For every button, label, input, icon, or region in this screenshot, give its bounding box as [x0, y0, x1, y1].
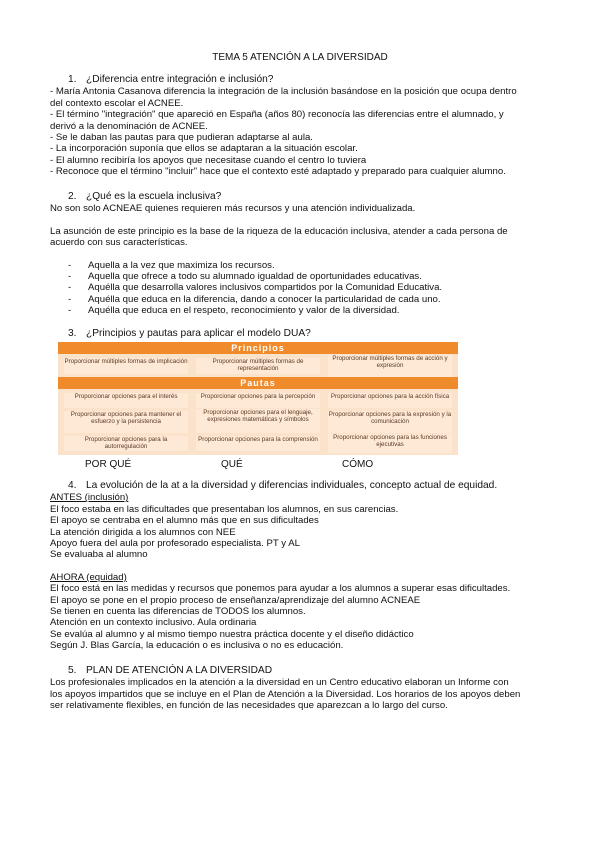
dua-table-image [58, 342, 458, 455]
paragraph-line: del contexto escolar el ACNEE. [50, 97, 184, 109]
list-item: - Aquella a la vez que maximiza los recursos. [68, 259, 275, 271]
paragraph-line: Apoyo fuera del aula por profesorado especialista. PT y AL [50, 538, 300, 550]
pauta-cell: Proporcionar opciones para la comprensión [196, 436, 320, 451]
paragraph-line: Se evaluaba al alumno [50, 549, 148, 561]
paragraph-line: - El alumno recibiría los apoyos que necesitase cuando el centro lo tuviera [50, 154, 367, 166]
section-title: ¿Diferencia entre integración e inclusión? [86, 74, 274, 85]
paragraph-line: ser relativamente flexibles, en función de las necesidades que aparezcan a lo largo del curso. [50, 700, 448, 712]
principle-cell: Proporcionar múltiples formas de acción y expresión [328, 355, 452, 377]
pauta-cell: Proporcionar opciones para el lenguaje, expresiones matemáticas y símbolos [196, 409, 320, 433]
pauta-cell: Proporcionar opciones para la autorregulación [64, 436, 188, 451]
paragraph-line: Se tienen en cuenta las diferencias de TODOS los alumnos. [50, 606, 306, 618]
paragraph-line: La asunción de este principio es la base de la riqueza de la educación inclusiva, atender a cada persona de [50, 225, 508, 237]
section-title: ¿Qué es la escuela inclusiva? [86, 191, 222, 202]
paragraph-line: El apoyo se centraba en el alumno más que en sus dificultades [50, 515, 319, 527]
label-why: POR QUÉ [85, 459, 132, 470]
paragraph-line: - El término "integración" que apareció en España (años 80) reconocía las diferencias entre el alumnado, y [50, 109, 504, 121]
section-5 [50, 665, 550, 712]
document-title: TEMA 5 ATENCIÓN A LA DIVERSIDAD [212, 52, 388, 63]
paragraph-line: - La incorporación suponía que ellos se adaptaran a la situación escolar. [50, 143, 358, 155]
section-number: 4. [68, 480, 77, 491]
section-title: ¿Principios y pautas para aplicar el modelo DUA? [86, 328, 311, 339]
list-item: - Aquélla que educa en la diferencia, dando a conocer la particularidad de cada uno. [68, 293, 441, 305]
section-number: 3. [68, 328, 77, 339]
section-number: 5. [68, 665, 77, 676]
pauta-cell: Proporcionar opciones para la acción física [328, 393, 452, 408]
section-2 [50, 191, 550, 317]
paragraph-line: Según J. Blas García, la educación o es inclusiva o no es educación. [50, 640, 344, 652]
section-5-heading [68, 665, 550, 676]
paragraph-line: derivó a la denominación de ACNEE. [50, 120, 208, 132]
section-3-heading [68, 328, 550, 339]
now-subheading: AHORA (equidad) [50, 571, 127, 583]
pauta-cell: Proporcionar opciones para mantener el esfuerzo y la persistencia [64, 411, 188, 433]
paragraph-line: Los profesionales implicados en la atención a la diversidad en un Centro educativo elaboran un Informe con [50, 677, 509, 689]
paragraph-line: La atención dirigida a los alumnos con NEE [50, 526, 236, 538]
pauta-cell: Proporcionar opciones para el interés [64, 393, 188, 408]
paragraph-line: - María Antonia Casanova diferencia la integración de la inclusión basándose en la posición que ocupa dentro [50, 86, 517, 98]
list-item: - Aquélla que educa en el respeto, reconocimiento y valor de la diversidad. [68, 305, 400, 317]
pautas-band: Pautas [58, 377, 458, 389]
section-number: 2. [68, 191, 77, 202]
inclusive-school-list [50, 260, 550, 317]
paragraph-line: El foco está en las medidas y recursos que ponemos para ayudar a los alumnos a superar esas dificultades. [50, 583, 511, 595]
list-item: - Aquélla que desarrolla valores inclusivos compartidos por la Comunidad Educativa. [68, 282, 443, 294]
label-what: QUÉ [221, 459, 243, 470]
paragraph-line: los apoyos impartidos que se incluye en el Plan de Atención a la Diversidad. Los horarios de los apoyos deben [50, 688, 521, 700]
section-2-heading [68, 191, 550, 202]
paragraph-line: Se evalúa al alumno y al mismo tiempo nuestra práctica docente y el diseño didáctico [50, 628, 414, 640]
section-3 [50, 328, 550, 340]
principle-cell: Proporcionar múltiples formas de implicación [64, 358, 188, 374]
paragraph-line: - Reconoce que el término "incluir" hace que el contexto esté adaptado y preparado para cualquier alumno. [50, 166, 506, 178]
paragraph-line: - Se le daban las pautas para que pudieran adaptarse al aula. [50, 132, 313, 144]
paragraph-line: Atención en un contexto inclusivo. Aula ordinaria [50, 617, 257, 629]
section-title: PLAN DE ATENCIÓN A LA DIVERSIDAD [86, 665, 273, 676]
paragraph-line: El foco estaba en las dificultades que presentaban los alumnos, en sus carencias. [50, 503, 399, 515]
label-how: CÓMO [342, 459, 374, 470]
paragraph-line: acuerdo con sus características. [50, 237, 188, 249]
principles-band: Principios [58, 342, 458, 354]
section-4 [50, 480, 550, 652]
pauta-cell: Proporcionar opciones para las funciones ejecutivas [328, 434, 452, 453]
paragraph-line: El apoyo se pone en el propio proceso de enseñanza/aprendizaje del alumno ACNEAE [50, 594, 421, 606]
section-title: La evolución de la at a la diversidad y diferencias individuales, concepto actual de equidad. [86, 480, 498, 491]
section-1 [50, 74, 550, 178]
section-1-heading [68, 74, 550, 85]
section-number: 1. [68, 74, 77, 85]
before-subheading: ANTES (inclusión) [50, 492, 129, 504]
list-item: - Aquella que ofrece a todo su alumnado igualdad de oportunidades educativas. [68, 271, 422, 283]
pauta-cell: Proporcionar opciones para la percepción [196, 393, 320, 408]
principle-cell: Proporcionar múltiples formas de representación [196, 358, 320, 374]
intro-line: No son solo ACNEAE quienes requieren más recursos y una atención individualizada. [50, 203, 416, 215]
pauta-cell: Proporcionar opciones para la expresión y la comunicación [328, 411, 452, 433]
section-4-heading [68, 480, 550, 491]
